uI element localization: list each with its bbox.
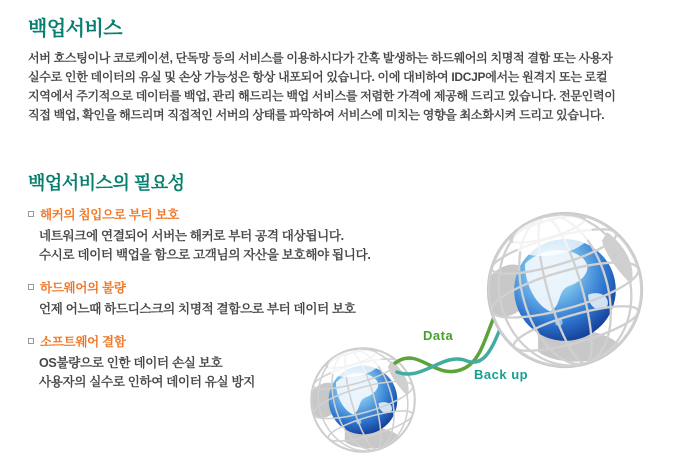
backup-label: Back up bbox=[474, 367, 529, 382]
section-title-text: 소프트웨어 결함 bbox=[40, 335, 126, 349]
page-title: 백업서비스 bbox=[28, 18, 123, 40]
intro-line: 직접 백업, 확인을 해드리며 직접적인 서버의 상태를 파악하여 서비스에 미치는 영향을 최소화시켜 드리고 있습니다. bbox=[28, 108, 605, 122]
globes-graphic bbox=[295, 195, 680, 460]
globe-small-icon bbox=[299, 336, 426, 460]
necessity-heading: 백업서비스의 필요성 bbox=[28, 173, 185, 193]
section-title-text: 해커의 침입으로 부터 보호 bbox=[40, 208, 180, 222]
section-body-line: OS불량으로 인한 데이터 손실 보호 bbox=[39, 356, 223, 370]
section-body-line: 언제 어느때 하드디스크의 치명적 결함으로 부터 데이터 보호 bbox=[39, 302, 356, 316]
section-body-line: 사용자의 실수로 인하여 데이터 유실 방지 bbox=[39, 375, 256, 389]
section-body-line: 네트워크에 연결되어 서버는 해커로 부터 공격 대상됩니다. bbox=[39, 229, 344, 243]
square-bullet-icon bbox=[28, 211, 34, 217]
globe-large-icon bbox=[471, 196, 660, 385]
backup-illustration bbox=[295, 195, 680, 460]
intro-line: 서버 호스팅이나 코로케이션, 단독망 등의 서비스를 이용하시다가 간혹 발생하는 하드웨어의 치명적 결함 또는 사용자 bbox=[28, 51, 613, 65]
data-label: Data bbox=[423, 328, 454, 343]
section-body-line: 수시로 데이터 백업을 함으로 고객님의 자산을 보호해야 됩니다. bbox=[39, 248, 371, 262]
section-title-text: 하드웨어의 불량 bbox=[40, 281, 126, 295]
square-bullet-icon bbox=[28, 338, 34, 344]
intro-paragraph bbox=[28, 49, 616, 125]
intro-line: 실수로 인한 데이터의 유실 및 손상 가능성은 항상 내포되어 있습니다. 이에 대비하여 IDCJP에서는 원격지 또는 로컬 bbox=[28, 70, 608, 84]
intro-line: 지역에서 주기적으로 데이터를 백업, 관리 해드리는 백업 서비스를 저렴한 가격에 제공해 드리고 있습니다. 전문인력이 bbox=[28, 89, 616, 103]
square-bullet-icon bbox=[28, 284, 34, 290]
